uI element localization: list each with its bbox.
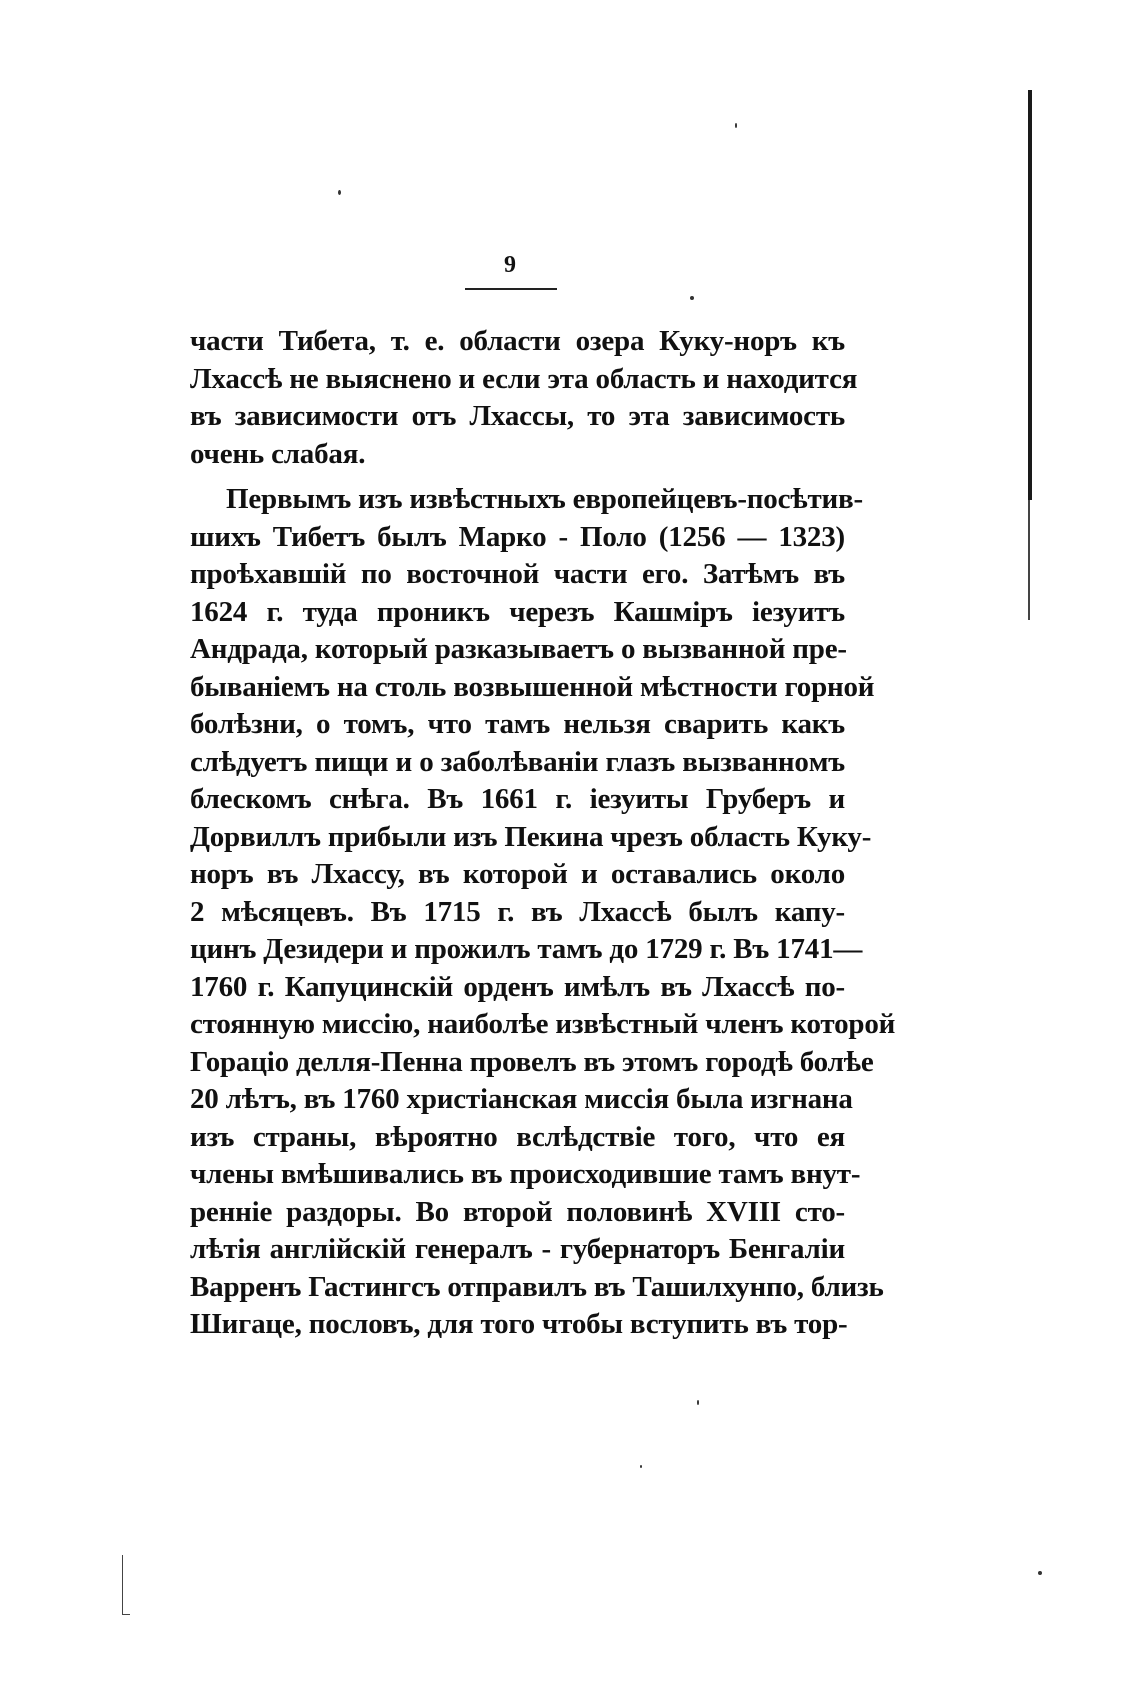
margin-line-mark	[122, 1555, 123, 1615]
page-number-rule	[465, 288, 557, 290]
text-line: быванiемъ на столь возвышенной мѣстности горной	[190, 670, 875, 703]
print-speck	[338, 190, 341, 195]
text-line: блескомъ снѣга. Въ 1661 г. іезуиты Груберъ и	[190, 783, 845, 815]
print-speck	[690, 296, 694, 300]
text-line: 1624 г. туда проникъ черезъ Кашміръ іезуитъ	[190, 595, 845, 628]
text-line: слѣдуетъ пищи и о заболѣваніи глазъ вызваннoмъ	[190, 745, 845, 778]
paragraph-gap	[190, 473, 845, 481]
text-line: шихъ Тибетъ былъ Марко - Поло (1256 — 1323)	[190, 520, 845, 553]
page-number: 9	[504, 252, 516, 278]
text-line: Дорвиллъ прибыли изъ Пекина чрезъ область Куку-	[190, 820, 872, 853]
body-text	[190, 323, 896, 1344]
text-line: ренніе раздоры. Во второй половинѣ XVIII сто-	[190, 1195, 845, 1228]
text-line: изъ страны, вѣроятно вслѣдствіе того, что ея	[190, 1120, 845, 1153]
text-line: 2 мѣсяцевъ. Въ 1715 г. въ Лхассѣ былъ капу-	[190, 895, 845, 928]
text-line: очень слабая.	[190, 437, 366, 470]
text-line: Шигаце, пословъ, для того чтобы вступить въ тор-	[190, 1308, 848, 1340]
page-edge-shadow-lower	[1028, 500, 1030, 620]
text-line: стоянную миссію, наиболѣе извѣстный членъ которой	[190, 1008, 896, 1040]
text-line: проѣхавшій по восточной части его. Затѣмъ въ	[190, 558, 845, 590]
text-line: Лхассѣ не выяснено и если эта область и находится	[190, 362, 858, 395]
text-line: лѣтія англійскій генералъ - губернаторъ Бенгаліи	[190, 1233, 845, 1265]
print-speck	[640, 1465, 642, 1468]
text-line: Андрада, который разказываетъ о вызванной пре-	[190, 633, 847, 665]
text-line: части Тибета, т. е. области озера Куку-норъ къ	[190, 325, 845, 357]
text-line: 20 лѣтъ, въ 1760 христіанская миссія была изгнана	[190, 1083, 853, 1115]
text-line: члены вмѣшивались въ происходившие тамъ внут-	[190, 1158, 861, 1190]
text-line: Первымъ изъ извѣстныхъ европейцевъ-посѣтив-	[226, 483, 863, 515]
text-line: въ зависимости отъ Лхассы, то эта зависимость	[190, 400, 845, 432]
text-line: 1760 г. Капуцинскій орденъ имѣлъ въ Лхассѣ по-	[190, 970, 845, 1003]
text-line: болѣзни, о томъ, что тамъ нельзя сварить какъ	[190, 708, 845, 740]
print-speck	[735, 123, 737, 128]
text-line: Гораціо делля-Пенна провелъ въ этомъ городѣ болѣе	[190, 1045, 874, 1078]
margin-line-mark	[122, 1614, 130, 1615]
text-line: норъ въ Лхассу, въ которой и оставались около	[190, 858, 845, 890]
text-line: Варренъ Гастингсъ отправилъ въ Ташилхунпо, близь	[190, 1270, 884, 1303]
print-speck	[1038, 1571, 1042, 1575]
text-line: цинъ Дезидери и прожилъ тамъ до 1729 г. Въ 1741—	[190, 933, 863, 965]
page-edge-shadow	[1028, 90, 1032, 500]
print-speck	[697, 1400, 699, 1405]
